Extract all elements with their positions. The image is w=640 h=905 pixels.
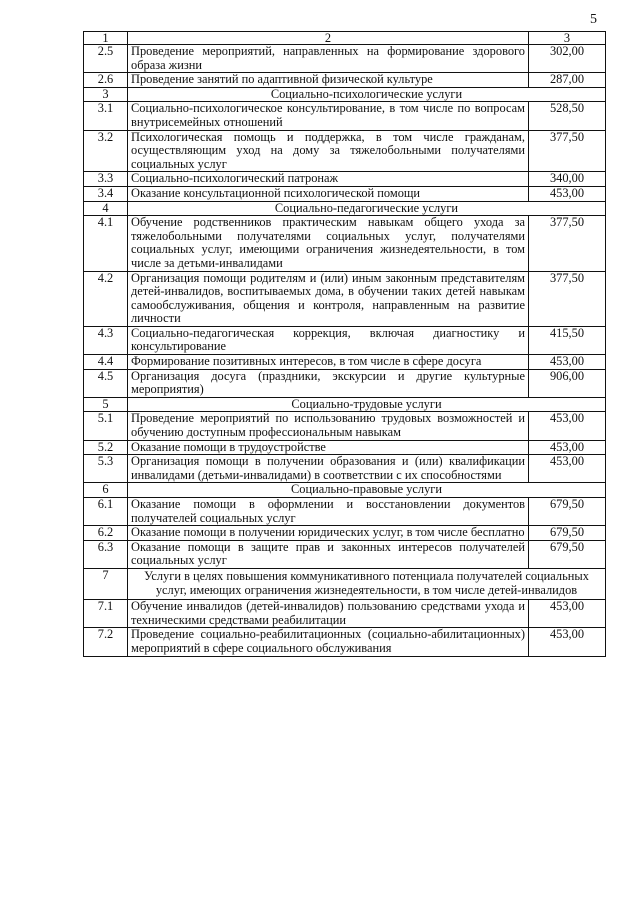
service-row [84,73,606,88]
service-number: 6.2 [84,526,128,541]
service-number: 4.1 [84,216,128,271]
section-title: Социально-педагогические услуги [128,201,606,216]
service-row [84,412,606,440]
service-row [84,369,606,397]
service-price: 453,00 [529,440,606,455]
service-name: Социально-психологическое консультирование, в том числе по вопросам внутрисемейных отношений [128,102,529,130]
service-name: Оказание помощи в получении юридических услуг, в том числе бесплатно [128,526,529,541]
service-name: Оказание консультационной психологической помощи [128,186,529,201]
service-number: 6.3 [84,540,128,568]
section-row [84,397,606,412]
service-number: 4.5 [84,369,128,397]
service-row [84,130,606,172]
service-number: 5.1 [84,412,128,440]
service-name: Организация помощи в получении образования и (или) квалификации инвалидами (детьми-инвалидами) в соответствии с их способностями [128,455,529,483]
service-price: 453,00 [529,355,606,370]
page-number: 5 [590,12,597,27]
service-price: 679,50 [529,540,606,568]
service-name: Проведение мероприятий, направленных на формирование здорового образа жизни [128,45,529,73]
service-name: Оказание помощи в оформлении и восстановлении документов получателей социальных услуг [128,498,529,526]
section-title: Услуги в целях повышения коммуникативного потенциала получателей социальных услуг, имеющих ограничения жизнедеятельности, в том числе детей-инвалидов [128,568,606,599]
service-number: 7.1 [84,600,128,628]
service-price: 453,00 [529,600,606,628]
services-price-table [83,31,606,657]
service-price: 906,00 [529,369,606,397]
service-number: 3.2 [84,130,128,172]
section-number: 6 [84,483,128,498]
header-cell-number: 1 [84,32,128,45]
service-price: 679,50 [529,526,606,541]
service-row [84,440,606,455]
service-row [84,455,606,483]
service-number: 7.2 [84,628,128,656]
service-number: 4.2 [84,271,128,326]
section-title: Социально-психологические услуги [128,87,606,102]
service-row [84,540,606,568]
service-name: Оказание помощи в трудоустройстве [128,440,529,455]
service-row [84,172,606,187]
service-price: 302,00 [529,45,606,73]
service-number: 2.6 [84,73,128,88]
service-number: 4.3 [84,326,128,354]
service-name: Проведение мероприятий по использованию трудовых возможностей и обучению доступным профессиональным навыкам [128,412,529,440]
header-cell-price: 3 [529,32,606,45]
section-number: 5 [84,397,128,412]
service-number: 3.1 [84,102,128,130]
service-name: Социально-педагогическая коррекция, включая диагностику и консультирование [128,326,529,354]
service-number: 5.3 [84,455,128,483]
service-name: Социально-психологический патронаж [128,172,529,187]
section-number: 7 [84,568,128,599]
section-row [84,568,606,599]
service-price: 340,00 [529,172,606,187]
service-number: 3.4 [84,186,128,201]
service-name: Психологическая помощь и поддержка, в том числе гражданам, осуществляющим уход на дому за тяжелобольными получателями социальных услуг [128,130,529,172]
section-title: Социально-правовые услуги [128,483,606,498]
service-price: 453,00 [529,628,606,656]
service-price: 453,00 [529,412,606,440]
service-name: Организация помощи родителям и (или) иным законным представителям детей-инвалидов, воспитываемых дома, в обучении таких детей навыкам самообслуживания, общения и контроля, направленным на развитие личности [128,271,529,326]
service-row [84,628,606,656]
section-number: 4 [84,201,128,216]
service-number: 2.5 [84,45,128,73]
service-name: Организация досуга (праздники, экскурсии и другие культурные мероприятия) [128,369,529,397]
service-number: 5.2 [84,440,128,455]
service-row [84,271,606,326]
section-row [84,483,606,498]
service-row [84,186,606,201]
service-price: 528,50 [529,102,606,130]
service-row [84,355,606,370]
service-name: Оказание помощи в защите прав и законных интересов получателей социальных услуг [128,540,529,568]
service-price: 377,50 [529,271,606,326]
section-row [84,201,606,216]
header-cell-name: 2 [128,32,529,45]
service-price: 377,50 [529,130,606,172]
service-number: 6.1 [84,498,128,526]
service-row [84,102,606,130]
service-price: 377,50 [529,216,606,271]
service-name: Формирование позитивных интересов, в том числе в сфере досуга [128,355,529,370]
service-name: Обучение инвалидов (детей-инвалидов) пользованию средствами ухода и техническими средствами реабилитации [128,600,529,628]
service-price: 453,00 [529,455,606,483]
service-row [84,600,606,628]
table-header-row [84,32,606,45]
service-row [84,326,606,354]
service-price: 453,00 [529,186,606,201]
section-row [84,87,606,102]
section-number: 3 [84,87,128,102]
section-title: Социально-трудовые услуги [128,397,606,412]
service-row [84,498,606,526]
service-name: Обучение родственников практическим навыкам общего ухода за тяжелобольными получателями социальных услуг, получателями социальных услуг, имеющими ограничения жизнедеятельности, в том числе за детьми-инвалидами [128,216,529,271]
service-price: 415,50 [529,326,606,354]
service-price: 287,00 [529,73,606,88]
service-number: 3.3 [84,172,128,187]
service-name: Проведение социально-реабилитационных (социально-абилитационных) мероприятий в сфере социального обслуживания [128,628,529,656]
service-row [84,526,606,541]
service-name: Проведение занятий по адаптивной физической культуре [128,73,529,88]
service-row [84,216,606,271]
service-price: 679,50 [529,498,606,526]
service-number: 4.4 [84,355,128,370]
service-row [84,45,606,73]
